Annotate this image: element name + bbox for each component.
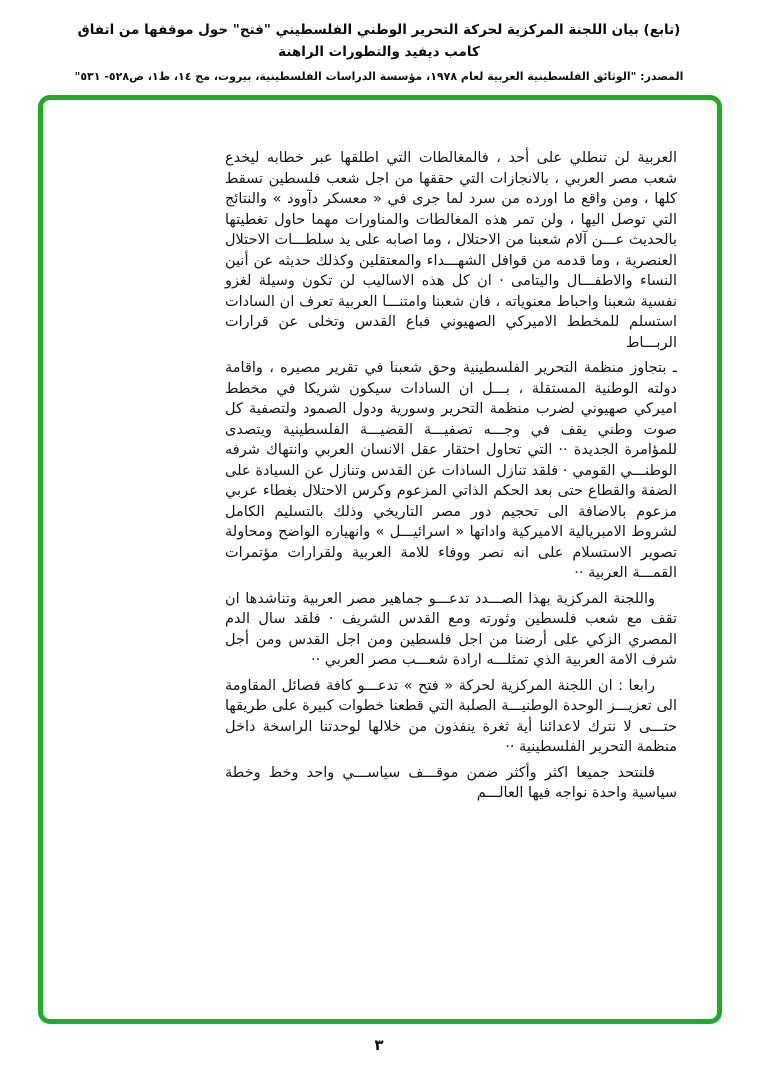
body-paragraph: فلنتحد جميعا اكثر وأكثر ضمن موقـــف سياســـي واحد وخط وخطة سياسية واحدة نواجه فيها العالـــم (225, 764, 677, 801)
body-text-column (225, 148, 677, 809)
body-paragraph: ـ بتجاوز منظمة التحرير الفلسطينية وحق شعبنا في تقرير مصيره ، واقامة دولته الوطنية المستقلة ، بـــل ان السادات سيكون شريكا في مخطط اميركي صهيوني لضرب منظمة التحرير وسورية ودول الصمود ولتصفية كل صوت وطني يقف في وجـــه تصفيـــة القضيـــة الفلسطينية ويتصدى للمؤامرة الجديدة ·· التي تحاول احتقار عقل الانسان العربي وانتهاك شرفه الوطنـــي القومي · فلقد تنازل السادات عن القدس وتنازل عن السيادة على الضفة والقطاع حتى بعد الحكم الذاتي المزعوم وكرس الاحتلال بغطاء عربي مزعوم بالاضافة الى تحجيم دور مصر التاريخي وذلك بالتسليم الكامل لشروط الامبريالية الاميركية واداتها « اسرائيـــل » وانهياره الواضح ومحاولة تصوير الاستسلام على انه نصر ووفاء للامة العربية ولقرارات مؤتمرات القمـــة العربية ·· (225, 360, 677, 581)
source-citation: المصدر: "الوثائق الفلسطينية العربية لعام ١٩٧٨، مؤسسة الدراسات الفلسطينية، بيروت، مج ١٤، ط١، ص٥٢٨- ٥٣١" (74, 70, 684, 84)
document-header (0, 20, 758, 83)
page-number: ٣ (374, 1036, 384, 1054)
green-highlight-frame (38, 95, 722, 1024)
document-title: (تابع) بيان اللجنة المركزية لحركة التحرير الوطني الفلسطيني "فتح" حول موقفها من اتفاق كامب ديفيد والتطورات الراهنة (77, 22, 681, 60)
body-paragraph: واللجنة المركزية بهذا الصـــدد تدعـــو جماهير مصر العربية وتناشدها ان تقف مع شعب فلسطين وثورته ومع القدس الشريف · فلقد سال الدم المصري الزكي على أرضنا من اجل فلسطين ومن اجل القدس ومن أجل شرف الامة العربية الذي تمثلـــه ارادة شعـــب مصر العربي ·· (225, 590, 677, 668)
body-paragraph: العربية لن تنطلي على أحد ، فالمغالطات التي اطلقها عبر خطابه ليخدع شعب مصر العربي ، بالانجازات التي حققها من اجل شعب فلسطين تسقط كلها ، ومن واقع ما اورده من سرد لما جرى في « معسكر دآوود » والنتائج التي توصل اليها ، ولن تمر هذه المغالطات والمناورات مهما حاول تغطيتها بالحديث عـــن آلام شعبنا من الاحتلال ، وما اصابه على يد سلطـــات الاحتلال العنصرية ، وما قدمه من قوافل الشهـــداء والمعتقلين وكذلك حديثه عن أنين النساء والاطفـــال واليتامى · ان كل هذه الاساليب لن تكون وسيلة لغزو نفسية شعبنا واحباط معنوياته ، فان شعبنا وامتنـــا العربية تعرف ان السادات استسلم للمخطط الاميركي الصهيوني فباع القدس وتخلى عن قرارات الربـــاط (225, 150, 677, 351)
body-paragraph: رابعا : ان اللجنة المركزية لحركة « فتح » تدعـــو كافة فصائل المقاومة الى تعزيـــز الوحدة الوطنيـــة الصلبة التي قطعنا خطوات كبيرة على طريقها حتـــى لا نترك لاعدائنا أية ثغرة ينفذون من خلالها لوحدتنا الراسخة داخل منظمة التحرير الفلسطينية ·· (225, 677, 677, 755)
